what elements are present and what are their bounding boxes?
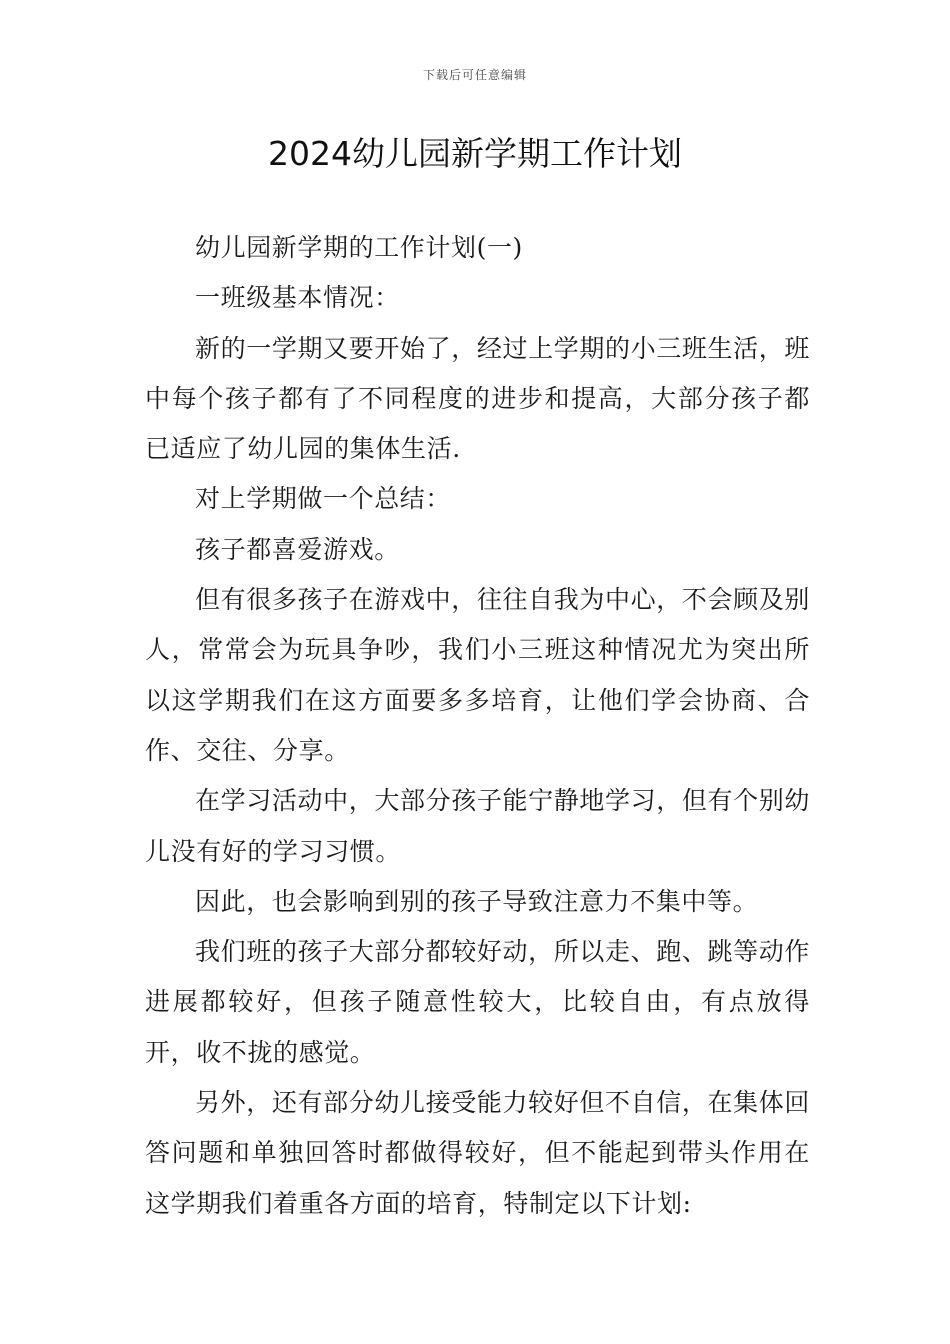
header-note: 下载后可任意编辑: [422, 68, 527, 82]
paragraph: 对上学期做一个总结：: [195, 484, 452, 514]
paragraph: 因此，也会影响到别的孩子导致注意力不集中等。: [195, 886, 759, 916]
paragraph-section-heading: 一班级基本情况：: [195, 283, 400, 313]
paragraph: 但有很多孩子在游戏中，往往自我为中心，不会顾及别人，常常会为玩具争吵，我们小三班这种情况尤为突出所以这学期我们在这方面要多多培育，让他们学会协商、合作、交往、分享。: [145, 585, 810, 765]
paragraph: 在学习活动中，大部分孩子能宁静地学习，但有个别幼儿没有好的学习习惯。: [145, 786, 810, 866]
paragraph-subtitle: 幼儿园新学期的工作计划(一): [195, 233, 523, 262]
paragraph: 我们班的孩子大部分都较好动，所以走、跑、跳等动作进展都较好，但孩子随意性较大，比较自由，有点放得开，收不拢的感觉。: [145, 937, 810, 1067]
paragraph: 新的一学期又要开始了，经过上学期的小三班生活，班中每个孩子都有了不同程度的进步和提高，大部分孩子都已适应了幼儿园的集体生活.: [145, 333, 810, 464]
paragraph: 孩子都喜爱游戏。: [195, 534, 400, 564]
document-body: [145, 223, 810, 1229]
paragraph: 另外，还有部分幼儿接受能力较好但不自信，在集体回答问题和单独回答时都做得较好，但不能起到带头作用在这学期我们着重各方面的培育，特制定以下计划:: [145, 1088, 810, 1218]
document-title: 2024幼儿园新学期工作计划: [268, 134, 682, 173]
